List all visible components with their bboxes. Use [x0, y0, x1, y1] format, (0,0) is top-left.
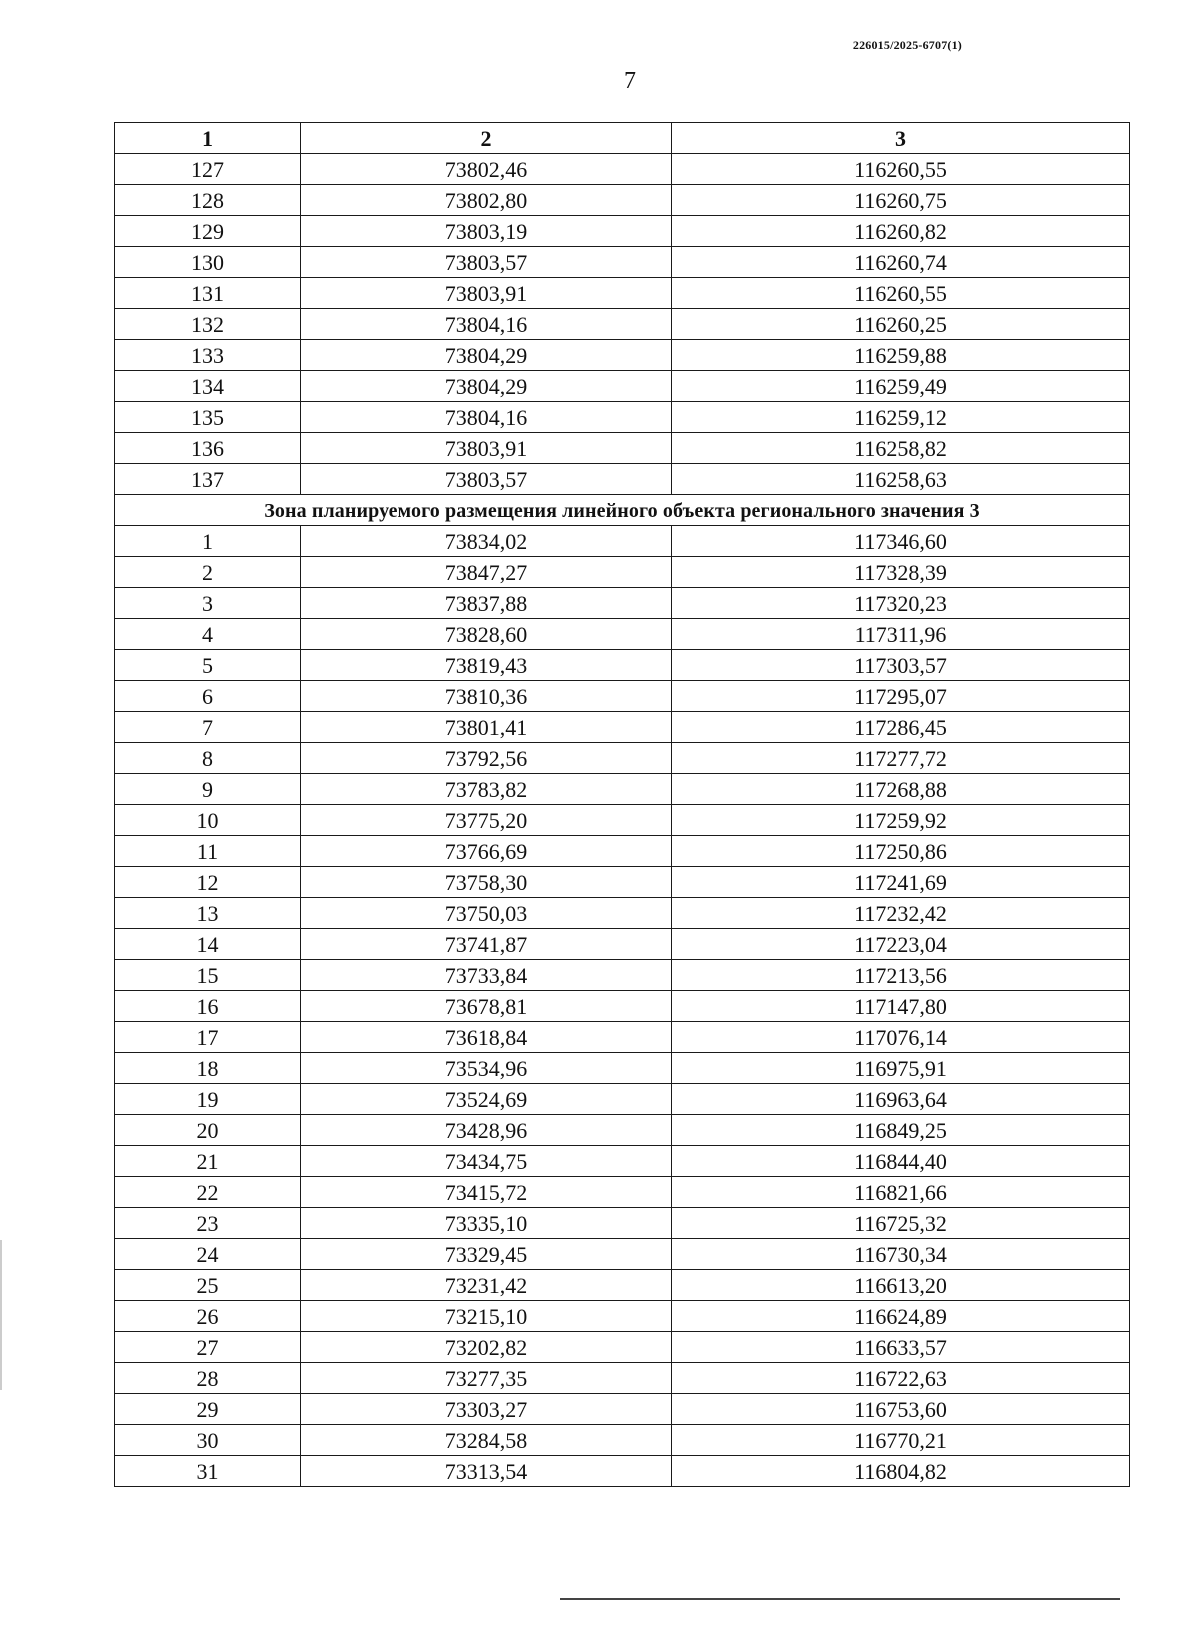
table-row	[115, 1177, 1130, 1208]
table-row	[115, 805, 1130, 836]
x-coordinate-cell: 73837,88	[301, 588, 672, 619]
y-coordinate-cell: 116613,20	[672, 1270, 1130, 1301]
y-coordinate-cell: 116260,75	[672, 185, 1130, 216]
point-number-cell: 129	[115, 216, 301, 247]
point-number-cell: 133	[115, 340, 301, 371]
point-number-cell: 127	[115, 154, 301, 185]
point-number-cell: 1	[115, 526, 301, 557]
point-number-cell: 24	[115, 1239, 301, 1270]
point-number-cell: 6	[115, 681, 301, 712]
x-coordinate-cell: 73758,30	[301, 867, 672, 898]
table-row	[115, 1394, 1130, 1425]
y-coordinate-cell: 116821,66	[672, 1177, 1130, 1208]
x-coordinate-cell: 73803,19	[301, 216, 672, 247]
y-coordinate-cell: 117076,14	[672, 1022, 1130, 1053]
point-number-cell: 2	[115, 557, 301, 588]
table-row	[115, 588, 1130, 619]
point-number-cell: 8	[115, 743, 301, 774]
x-coordinate-cell: 73783,82	[301, 774, 672, 805]
x-coordinate-cell: 73741,87	[301, 929, 672, 960]
point-number-cell: 28	[115, 1363, 301, 1394]
table-row	[115, 1053, 1130, 1084]
x-coordinate-cell: 73847,27	[301, 557, 672, 588]
table-row	[115, 557, 1130, 588]
point-number-cell: 4	[115, 619, 301, 650]
table-row	[115, 1332, 1130, 1363]
table-row	[115, 650, 1130, 681]
x-coordinate-cell: 73750,03	[301, 898, 672, 929]
table-header-row	[115, 123, 1130, 154]
point-number-cell: 136	[115, 433, 301, 464]
y-coordinate-cell: 117223,04	[672, 929, 1130, 960]
table-row	[115, 1270, 1130, 1301]
x-coordinate-cell: 73678,81	[301, 991, 672, 1022]
point-number-cell: 134	[115, 371, 301, 402]
x-coordinate-cell: 73215,10	[301, 1301, 672, 1332]
y-coordinate-cell: 117277,72	[672, 743, 1130, 774]
x-coordinate-cell: 73804,29	[301, 371, 672, 402]
x-coordinate-cell: 73284,58	[301, 1425, 672, 1456]
table-row	[115, 1208, 1130, 1239]
x-coordinate-cell: 73803,57	[301, 247, 672, 278]
y-coordinate-cell: 117346,60	[672, 526, 1130, 557]
y-coordinate-cell: 116260,82	[672, 216, 1130, 247]
table-row	[115, 681, 1130, 712]
document-number: 226015/2025-6707(1)	[852, 38, 962, 52]
x-coordinate-cell: 73202,82	[301, 1332, 672, 1363]
section-title: Зона планируемого размещения линейного объекта регионального значения 3	[115, 495, 1130, 526]
point-number-cell: 26	[115, 1301, 301, 1332]
y-coordinate-cell: 116260,25	[672, 309, 1130, 340]
y-coordinate-cell: 116260,55	[672, 154, 1130, 185]
table-row	[115, 898, 1130, 929]
table-row	[115, 464, 1130, 495]
table-row	[115, 371, 1130, 402]
y-coordinate-cell: 117311,96	[672, 619, 1130, 650]
point-number-cell: 5	[115, 650, 301, 681]
table-row	[115, 1115, 1130, 1146]
y-coordinate-cell: 116730,34	[672, 1239, 1130, 1270]
x-coordinate-cell: 73803,91	[301, 278, 672, 309]
x-coordinate-cell: 73804,16	[301, 309, 672, 340]
y-coordinate-cell: 117295,07	[672, 681, 1130, 712]
point-number-cell: 7	[115, 712, 301, 743]
table-row	[115, 960, 1130, 991]
page-number: 7	[624, 68, 636, 94]
x-coordinate-cell: 73329,45	[301, 1239, 672, 1270]
y-coordinate-cell: 117232,42	[672, 898, 1130, 929]
point-number-cell: 137	[115, 464, 301, 495]
point-number-cell: 18	[115, 1053, 301, 1084]
point-number-cell: 29	[115, 1394, 301, 1425]
x-coordinate-cell: 73792,56	[301, 743, 672, 774]
table-body-part2	[115, 526, 1130, 1487]
y-coordinate-cell: 116963,64	[672, 1084, 1130, 1115]
table-row	[115, 1301, 1130, 1332]
y-coordinate-cell: 117250,86	[672, 836, 1130, 867]
point-number-cell: 13	[115, 898, 301, 929]
table-row	[115, 1022, 1130, 1053]
y-coordinate-cell: 116259,12	[672, 402, 1130, 433]
scan-bottom-rule	[560, 1598, 1120, 1600]
point-number-cell: 3	[115, 588, 301, 619]
point-number-cell: 17	[115, 1022, 301, 1053]
table-body-part1	[115, 154, 1130, 495]
column-header-3: 3	[672, 123, 1130, 154]
table-row	[115, 1425, 1130, 1456]
table-row	[115, 216, 1130, 247]
table-row	[115, 867, 1130, 898]
y-coordinate-cell: 116804,82	[672, 1456, 1130, 1487]
y-coordinate-cell: 116258,63	[672, 464, 1130, 495]
table-row	[115, 309, 1130, 340]
point-number-cell: 130	[115, 247, 301, 278]
point-number-cell: 27	[115, 1332, 301, 1363]
x-coordinate-cell: 73819,43	[301, 650, 672, 681]
point-number-cell: 11	[115, 836, 301, 867]
table-row	[115, 1239, 1130, 1270]
y-coordinate-cell: 117259,92	[672, 805, 1130, 836]
column-header-2: 2	[301, 123, 672, 154]
x-coordinate-cell: 73277,35	[301, 1363, 672, 1394]
y-coordinate-cell: 116722,63	[672, 1363, 1130, 1394]
x-coordinate-cell: 73775,20	[301, 805, 672, 836]
x-coordinate-cell: 73801,41	[301, 712, 672, 743]
table-row	[115, 743, 1130, 774]
y-coordinate-cell: 116259,49	[672, 371, 1130, 402]
point-number-cell: 20	[115, 1115, 301, 1146]
y-coordinate-cell: 116260,74	[672, 247, 1130, 278]
column-header-1: 1	[115, 123, 301, 154]
point-number-cell: 132	[115, 309, 301, 340]
x-coordinate-cell: 73810,36	[301, 681, 672, 712]
y-coordinate-cell: 116770,21	[672, 1425, 1130, 1456]
point-number-cell: 16	[115, 991, 301, 1022]
table-row	[115, 836, 1130, 867]
table-row	[115, 185, 1130, 216]
table-row	[115, 402, 1130, 433]
x-coordinate-cell: 73303,27	[301, 1394, 672, 1425]
x-coordinate-cell: 73231,42	[301, 1270, 672, 1301]
y-coordinate-cell: 116258,82	[672, 433, 1130, 464]
x-coordinate-cell: 73335,10	[301, 1208, 672, 1239]
point-number-cell: 30	[115, 1425, 301, 1456]
x-coordinate-cell: 73733,84	[301, 960, 672, 991]
y-coordinate-cell: 116844,40	[672, 1146, 1130, 1177]
y-coordinate-cell: 117328,39	[672, 557, 1130, 588]
x-coordinate-cell: 73415,72	[301, 1177, 672, 1208]
x-coordinate-cell: 73828,60	[301, 619, 672, 650]
point-number-cell: 25	[115, 1270, 301, 1301]
table-row	[115, 1084, 1130, 1115]
table-row	[115, 278, 1130, 309]
scan-edge-mark	[0, 1240, 2, 1390]
point-number-cell: 23	[115, 1208, 301, 1239]
point-number-cell: 19	[115, 1084, 301, 1115]
table-row	[115, 991, 1130, 1022]
y-coordinate-cell: 117320,23	[672, 588, 1130, 619]
table-row	[115, 247, 1130, 278]
point-number-cell: 9	[115, 774, 301, 805]
y-coordinate-cell: 116260,55	[672, 278, 1130, 309]
x-coordinate-cell: 73534,96	[301, 1053, 672, 1084]
y-coordinate-cell: 116633,57	[672, 1332, 1130, 1363]
y-coordinate-cell: 117268,88	[672, 774, 1130, 805]
table-row	[115, 712, 1130, 743]
table-row	[115, 1146, 1130, 1177]
y-coordinate-cell: 116725,32	[672, 1208, 1130, 1239]
point-number-cell: 15	[115, 960, 301, 991]
x-coordinate-cell: 73804,16	[301, 402, 672, 433]
table-section	[115, 495, 1130, 526]
point-number-cell: 21	[115, 1146, 301, 1177]
point-number-cell: 31	[115, 1456, 301, 1487]
x-coordinate-cell: 73834,02	[301, 526, 672, 557]
x-coordinate-cell: 73766,69	[301, 836, 672, 867]
x-coordinate-cell: 73428,96	[301, 1115, 672, 1146]
table-row	[115, 433, 1130, 464]
y-coordinate-cell: 117241,69	[672, 867, 1130, 898]
table-row	[115, 929, 1130, 960]
x-coordinate-cell: 73803,57	[301, 464, 672, 495]
x-coordinate-cell: 73803,91	[301, 433, 672, 464]
point-number-cell: 14	[115, 929, 301, 960]
x-coordinate-cell: 73313,54	[301, 1456, 672, 1487]
table-row	[115, 619, 1130, 650]
table-row	[115, 1456, 1130, 1487]
x-coordinate-cell: 73434,75	[301, 1146, 672, 1177]
table-row	[115, 774, 1130, 805]
point-number-cell: 131	[115, 278, 301, 309]
table-row	[115, 526, 1130, 557]
point-number-cell: 22	[115, 1177, 301, 1208]
x-coordinate-cell: 73802,46	[301, 154, 672, 185]
section-title-row	[115, 495, 1130, 526]
x-coordinate-cell: 73802,80	[301, 185, 672, 216]
y-coordinate-cell: 116975,91	[672, 1053, 1130, 1084]
y-coordinate-cell: 116624,89	[672, 1301, 1130, 1332]
y-coordinate-cell: 117286,45	[672, 712, 1130, 743]
y-coordinate-cell: 117213,56	[672, 960, 1130, 991]
table-row	[115, 154, 1130, 185]
x-coordinate-cell: 73804,29	[301, 340, 672, 371]
y-coordinate-cell: 116849,25	[672, 1115, 1130, 1146]
point-number-cell: 128	[115, 185, 301, 216]
point-number-cell: 135	[115, 402, 301, 433]
y-coordinate-cell: 116259,88	[672, 340, 1130, 371]
table-row	[115, 340, 1130, 371]
coordinates-table	[114, 122, 1130, 1487]
x-coordinate-cell: 73618,84	[301, 1022, 672, 1053]
y-coordinate-cell: 116753,60	[672, 1394, 1130, 1425]
table-row	[115, 1363, 1130, 1394]
point-number-cell: 10	[115, 805, 301, 836]
x-coordinate-cell: 73524,69	[301, 1084, 672, 1115]
y-coordinate-cell: 117147,80	[672, 991, 1130, 1022]
point-number-cell: 12	[115, 867, 301, 898]
y-coordinate-cell: 117303,57	[672, 650, 1130, 681]
